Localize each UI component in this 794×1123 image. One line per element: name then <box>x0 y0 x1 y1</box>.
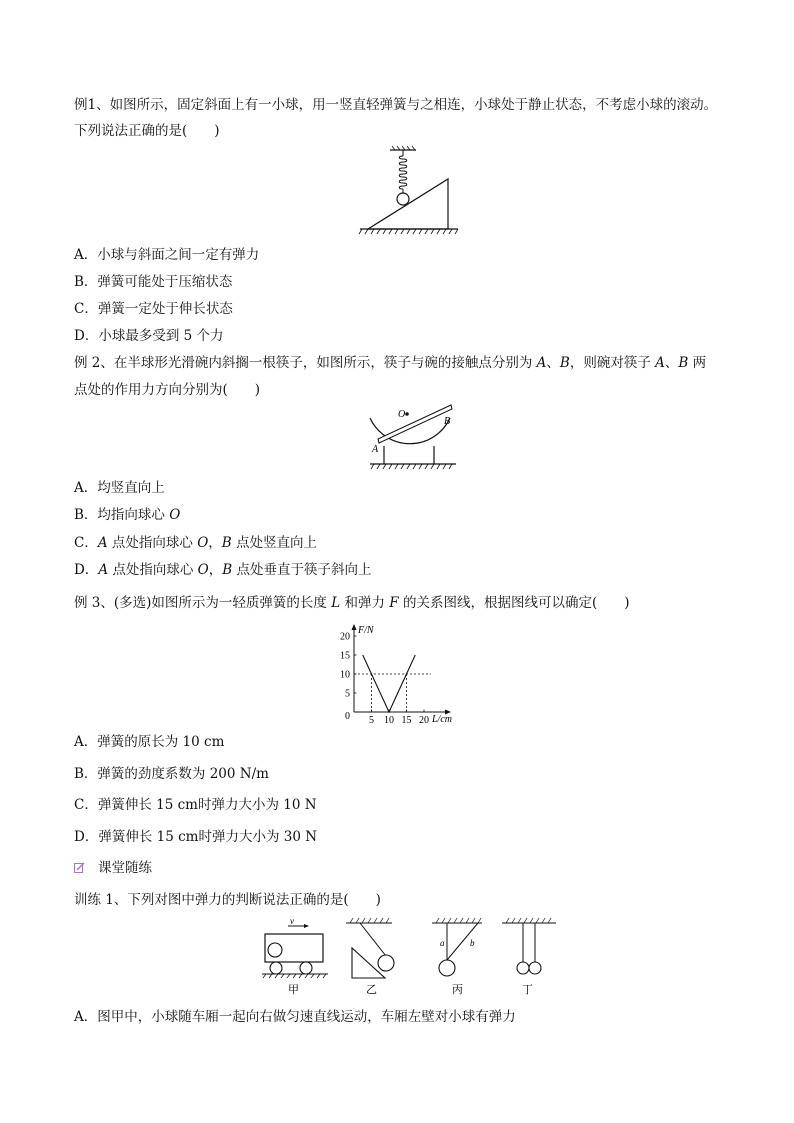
y-tick-label: 20 <box>340 631 350 643</box>
q2-option-d: D．A 点处指向球心 O，B 点处垂直于筷子斜向上 <box>74 562 372 578</box>
q3-option-d: D．弹簧伸长 15 cm时弹力大小为 30 N <box>74 829 318 845</box>
q1-stem-line1: 例1、如图所示，固定斜面上有一小球，用一竖直轻弹簧与之相连，小球处于静止状态，不考虑小球的滚动。 <box>74 97 718 113</box>
bowl-chopstick-figure <box>362 404 458 470</box>
spring-force-chart <box>336 622 464 726</box>
spring-incline-figure <box>358 146 460 236</box>
q1-option-c: C．弹簧一定处于伸长状态 <box>74 301 233 317</box>
rope-a-label: a <box>440 938 445 948</box>
point-b-label: B <box>444 416 451 427</box>
q1-option-d: D．小球最多受到 5 个力 <box>74 328 224 344</box>
center-o-label: O <box>398 409 406 420</box>
y-tick-label: 10 <box>340 669 350 681</box>
x-tick-label: 5 <box>369 715 374 726</box>
q1-option-a: A．小球与斜面之间一定有弹力 <box>74 247 260 263</box>
y-axis-label: F/N <box>358 625 374 636</box>
q2-option-c: C．A 点处指向球心 O，B 点处竖直向上 <box>74 535 317 551</box>
q1-option-b: B．弹簧可能处于压缩状态 <box>74 274 233 290</box>
q3-option-b: B．弹簧的劲度系数为 200 N/m <box>74 766 269 782</box>
rope-b-label: b <box>470 938 475 948</box>
y-tick-label: 5 <box>345 688 350 700</box>
y-tick-label: 15 <box>340 650 350 662</box>
velocity-label: v <box>290 916 294 926</box>
x-axis-label: L/cm <box>432 714 452 725</box>
q2-option-b: B．均指向球心 O <box>74 507 181 523</box>
q3-option-a: A．弹簧的原长为 10 cm <box>74 734 225 750</box>
t1-option-a: A．图甲中，小球随车厢一起向右做匀速直线运动，车厢左壁对小球有弹力 <box>74 1009 516 1025</box>
q2-stem-line2: 点处的作用力方向分别为( ) <box>74 382 261 398</box>
series-line <box>363 655 416 712</box>
caption-bing: 丙 <box>452 984 463 996</box>
edit-icon <box>74 862 85 873</box>
caption-yi: 乙 <box>366 984 377 996</box>
q3-option-c: C．弹簧伸长 15 cm时弹力大小为 10 N <box>74 797 317 813</box>
t1-stem: 训练 1、下列对图中弹力的判断说法正确的是( ) <box>74 892 381 908</box>
x-tick-label: 20 <box>419 715 429 726</box>
point-a-label: A <box>372 444 379 455</box>
x-tick-label: 15 <box>401 715 412 726</box>
q3-stem: 例 3、(多选)如图所示为一轻质弹簧的长度 L 和弹力 F 的关系图线，根据图线可以确定( ) <box>74 595 630 611</box>
q2-option-a: A．均竖直向上 <box>74 480 165 496</box>
caption-jia: 甲 <box>288 984 299 996</box>
x-tick-label: 10 <box>384 715 394 726</box>
caption-ding: 丁 <box>522 984 533 996</box>
q1-stem-line2: 下列说法正确的是( ) <box>74 123 220 139</box>
q2-stem-line1: 例 2、在半球形光滑碗内斜搁一根筷子，如图所示，筷子与碗的接触点分别为 A、B，则碗对筷子 A、B 两 <box>74 355 707 371</box>
origin-label: 0 <box>345 711 350 722</box>
section-title: 课堂随练 <box>98 860 152 876</box>
four-diagrams-figure <box>260 914 560 996</box>
